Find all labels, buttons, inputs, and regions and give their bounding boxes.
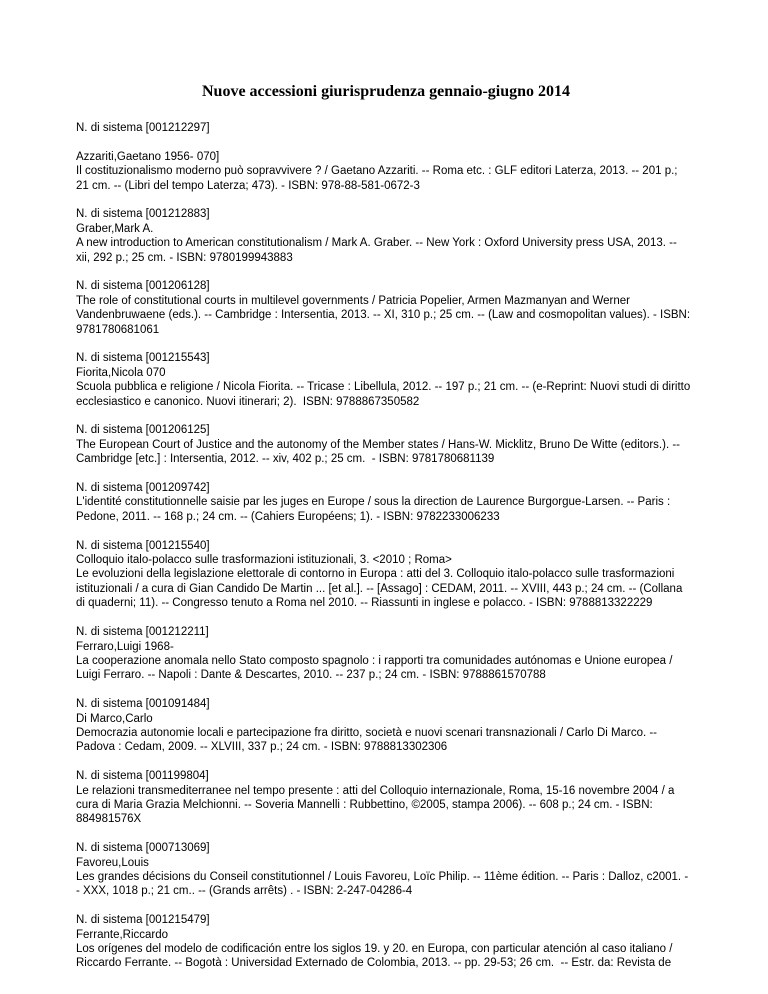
- entry-line: Los orígenes del modelo de codificación entre los siglos 19. y 20. en Europa, con particular atención al caso italiano /: [76, 942, 673, 955]
- entry-first-line: N. di sistema [000713069]: [76, 842, 210, 855]
- entry-first-line: N. di sistema [001215540]: [76, 539, 210, 552]
- entry-line: istituzionali / a cura di Gian Candido De Martin ... [et al.]. -- [Assago] : CEDAM, 2011. -- XVIII, 443 p.; 24 cm. -- (Collana: [76, 582, 683, 595]
- document-title: Nuove accessioni giurisprudenza gennaio-giugno 2014: [201, 83, 571, 100]
- entry-line: Favoreu,Louis: [76, 856, 149, 869]
- catalog-entry: [76, 423, 696, 466]
- entry-line: Democrazia autonomie locali e partecipazione fra diritto, società e nuovi scenari transnazionali / Carlo Di Marco. --: [76, 726, 658, 739]
- entry-line: Colloquio italo-polacco sulle trasformazioni istituzionali, 3. <2010 ; Roma>: [76, 554, 452, 567]
- entry-first-line: N. di sistema [001215543]: [76, 352, 210, 365]
- entry-line: 21 cm. -- (Libri del tempo Laterza; 473). - ISBN: 978-88-581-0672-3: [76, 179, 420, 192]
- catalog-entry: [76, 481, 696, 524]
- entry-line: A new introduction to American constitutionalism / Mark A. Graber. -- New York : Oxford University press USA, 2013. --: [76, 237, 677, 250]
- entry-line: Il costituzionalismo moderno può sopravvivere ? / Gaetano Azzariti. -- Roma etc. : GLF editori Laterza, 2013. -- 201 p.;: [76, 165, 678, 178]
- entry-line: Padova : Cedam, 2009. -- XLVIII, 337 p.; 24 cm. - ISBN: 9788813302306: [76, 741, 448, 754]
- entry-line: Ferrante,Riccardo: [76, 928, 169, 941]
- catalog-entry: [76, 841, 696, 899]
- entry-line: - XXX, 1018 p.; 21 cm.. -- (Grands arrêts) . - ISBN: 2-247-04286-4: [76, 885, 413, 898]
- entry-line: di quaderni; 11). -- Congresso tenuto a Roma nel 2010. -- Riassunti in inglese e polacco. - ISBN: 9788813322229: [76, 597, 653, 610]
- catalog-entry: [76, 913, 696, 971]
- catalog-entry: [76, 351, 696, 409]
- entry-first-line: N. di sistema [001212297]: [76, 122, 210, 134]
- entry-first-line: N. di sistema [001091484]: [76, 698, 210, 711]
- entry-first-line: N. di sistema [001209742]: [76, 482, 210, 495]
- entry-line: La cooperazione anomala nello Stato composto spagnolo : i rapporti tra comunidades autónomas e Unione europea /: [76, 654, 673, 667]
- entry-line: Di Marco,Carlo: [76, 712, 153, 725]
- catalog-entry: [76, 539, 696, 611]
- entry-line: 9781780681061: [76, 323, 160, 336]
- entry-line: Pedone, 2011. -- 168 p.; 24 cm. -- (Cahiers Européens; 1). - ISBN: 9782233006233: [76, 510, 500, 523]
- entry-line: Riccardo Ferrante. -- Bogotà : Universidad Externado de Colombia, 2013. -- pp. 29-53; 26 cm. -- Estr. da: Revista de: [76, 957, 672, 970]
- entry-first-line: N. di sistema [001206128]: [76, 280, 210, 293]
- entry-line: cura di Maria Grazia Melchionni. -- Soveria Mannelli : Rubbettino, ©2005, stampa 2006). -- 608 p.; 24 cm. - ISBN:: [76, 798, 653, 811]
- entry-line: Luigi Ferraro. -- Napoli : Dante & Descartes, 2010. -- 237 p.; 24 cm. - ISBN: 9788861570788: [76, 669, 546, 682]
- entry-first-line: N. di sistema [001212883]: [76, 208, 210, 221]
- entry-line: 884981576X: [76, 813, 142, 826]
- entry-line: The European Court of Justice and the autonomy of the Member states / Hans-W. Micklitz, Bruno De Witte (editors.). --: [76, 438, 680, 451]
- catalog-entry: [76, 625, 696, 683]
- entry-line: Le evoluzioni della legislazione elettorale di contorno in Europa : atti del 3. Colloquio italo-polacco sulle trasformazioni: [76, 568, 675, 581]
- entry-line: xii, 292 p.; 25 cm. - ISBN: 9780199943883: [76, 251, 293, 264]
- catalog-entry: [76, 150, 696, 193]
- entry-first-line: N. di sistema [001215479]: [76, 914, 210, 927]
- entry-first-line: N. di sistema [001199804]: [76, 770, 209, 783]
- entry-line: Le relazioni transmediterranee nel tempo presente : atti del Colloquio internazionale, Roma, 15-16 novembre 2004 / a: [76, 784, 675, 797]
- catalog-entry: [76, 697, 696, 755]
- entry-line: Scuola pubblica e religione / Nicola Fiorita. -- Tricase : Libellula, 2012. -- 197 p.; 21 cm. -- (e-Reprint: Nuovi studi di diritto: [76, 381, 691, 394]
- entry-line: Fiorita,Nicola 070: [76, 366, 166, 379]
- catalog-entry: [76, 769, 696, 827]
- entry-line: Graber,Mark A.: [76, 222, 154, 235]
- entry-line: L'identité constitutionnelle saisie par les juges en Europe / sous la direction de Laurence Burgorgue-Larsen. -- Paris :: [76, 496, 671, 509]
- entry-line: ecclesiastico e canonico. Nuovi itinerari; 2). ISBN: 9788867350582: [76, 395, 420, 408]
- catalog-entry: [76, 207, 696, 265]
- entry-line: The role of constitutional courts in multilevel governments / Patricia Popelier, Armen Mazmanyan and Werner: [76, 294, 630, 307]
- entry-first-line: N. di sistema [001212211]: [76, 626, 209, 639]
- catalog-entry: [76, 121, 696, 135]
- entry-line: Vandenbruwaene (eds.). -- Cambridge : Intersentia, 2013. -- XI, 310 p.; 25 cm. -- (Law and cosmopolitan values). - ISBN:: [76, 309, 691, 322]
- entry-first-line: Azzariti,Gaetano 1956- 070]: [76, 150, 220, 163]
- entry-first-line: N. di sistema [001206125]: [76, 424, 210, 437]
- entry-line: Ferraro,Luigi 1968-: [76, 640, 174, 653]
- accessions-list: [76, 121, 696, 985]
- entry-line: Les grandes décisions du Conseil constitutionnel / Louis Favoreu, Loïc Philip. -- 11ème édition. -- Paris : Dalloz, c2001. -: [76, 870, 689, 883]
- catalog-entry: [76, 279, 696, 337]
- entry-line: Cambridge [etc.] : Intersentia, 2012. -- xiv, 402 p.; 25 cm. - ISBN: 9781780681139: [76, 453, 495, 466]
